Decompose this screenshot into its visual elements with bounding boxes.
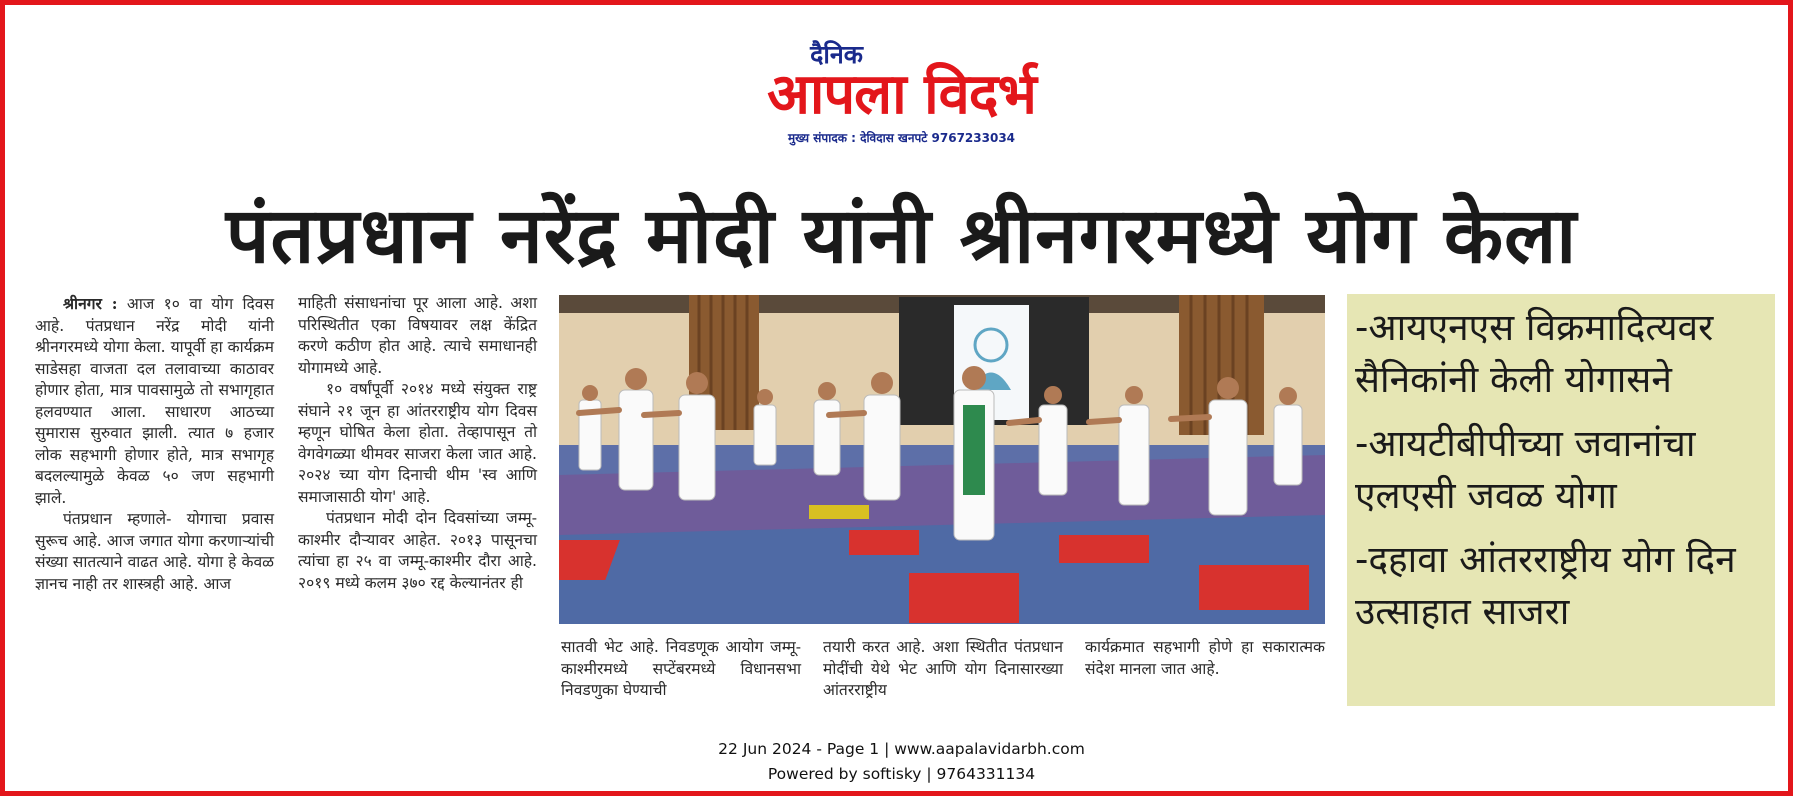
- footer-date-page-link[interactable]: 22 Jun 2024 - Page 1 | www.aapalavidarbh.com: [718, 740, 1085, 758]
- page-headline: पंतप्रधान नरेंद्र मोदी यांनी श्रीनगरमध्ये योग केला: [225, 192, 1578, 281]
- masthead: [5, 41, 1793, 146]
- page-footer: [5, 737, 1793, 787]
- footer-credits: Powered by softisky | 9764331134: [767, 765, 1036, 783]
- article-bottom-column-2: तयारी करत आहे. अशा स्थितीत पंतप्रधान मोदींची येथे भेट आणि योग दिनासारख्या आंतरराष्ट्रीय: [823, 638, 1063, 699]
- article-paragraph: [35, 293, 274, 509]
- dateline: श्रीनगर :: [63, 294, 118, 313]
- article-paragraph: १० वर्षांपूर्वी २०१४ मध्ये संयुक्त राष्ट्र संघाने २१ जून हा आंतरराष्ट्रीय योग दिवस म्हणून घोषित केला होता. तेव्हापासून तो वेगवेगळ्या थीमवर साजरा केला जात आहे. २०२४ च्या योग दिनाची थीम 'स्व आणि समाजासाठी योग' आहे.: [298, 380, 537, 506]
- masthead-title: आपला विदर्भ: [767, 62, 1036, 127]
- article-paragraph: पंतप्रधान मोदी दोन दिवसांच्या जम्मू-काश्मीर दौऱ्यावर आहेत. २०१३ पासूनचा त्यांचा हा २५ वा जम्मू-काश्मीर दौरा आहे. २०१९ मध्ये कलम ३७० रद्द केल्यानंतर ही: [298, 509, 537, 592]
- masthead-editor: मुख्य संपादक : देविदास खनपटे 9767233034: [787, 131, 1016, 145]
- article-text: आज १० वा योग दिवस आहे. पंतप्रधान नरेंद्र मोदी यांनी श्रीनगरमध्ये योगा केला. यापूर्वी हा कार्यक्रम साडेसहा वाजता दल तलावाच्या काठावर होणार होता, मात्र पावसामुळे तो सभागृहात हलवण्यात आला. साधारण आठच्या सुमारास सुरुवात झाली. त्यात ७ हजार लोक सहभागी होणार होते, मात्र सभागृह बदलल्यामुळे केवळ ५० जण सहभागी झाले.: [35, 295, 274, 507]
- article-bottom-column-1: सातवी भेट आहे. निवडणूक आयोग जम्मू-काश्मीरमध्ये सप्टेंबरमध्ये विधानसभा निवडणुका घेण्याची: [561, 638, 801, 699]
- highlights-box: [1347, 294, 1775, 706]
- photo-illustration: [559, 295, 1325, 624]
- article-bottom-column-3: कार्यक्रमात सहभागी होणे हा सकारात्मक संदेश मानला जात आहे.: [1085, 638, 1325, 678]
- article-column-2: [298, 293, 537, 594]
- highlight-item: -दहावा आंतरराष्ट्रीय योग दिन उत्साहात साजरा: [1355, 538, 1736, 633]
- article-column-1: [35, 293, 274, 595]
- yoga-event-photo: [559, 295, 1325, 624]
- highlight-item: -आयटीबीपीच्या जवानांचा एलएसी जवळ योगा: [1355, 422, 1696, 517]
- highlight-item: -आयएनएस विक्रमादित्यवर सैनिकांनी केली योगासने: [1355, 306, 1714, 401]
- article-paragraph: पंतप्रधान म्हणाले- योगाचा प्रवास सुरूच आहे. आज जगात योगा करणाऱ्यांची संख्या सातत्याने वाढत आहे. योगा हे केवळ ज्ञानच नाही तर शास्त्रही आहे. आज: [35, 510, 274, 593]
- masthead-daily-label: दैनिक: [810, 40, 863, 69]
- article-paragraph: माहिती संसाधनांचा पूर आला आहे. अशा परिस्थितीत एका विषयावर लक्ष केंद्रित करणे कठीण होत आहे. त्याचे समाधानही योगामध्ये आहे.: [298, 294, 537, 377]
